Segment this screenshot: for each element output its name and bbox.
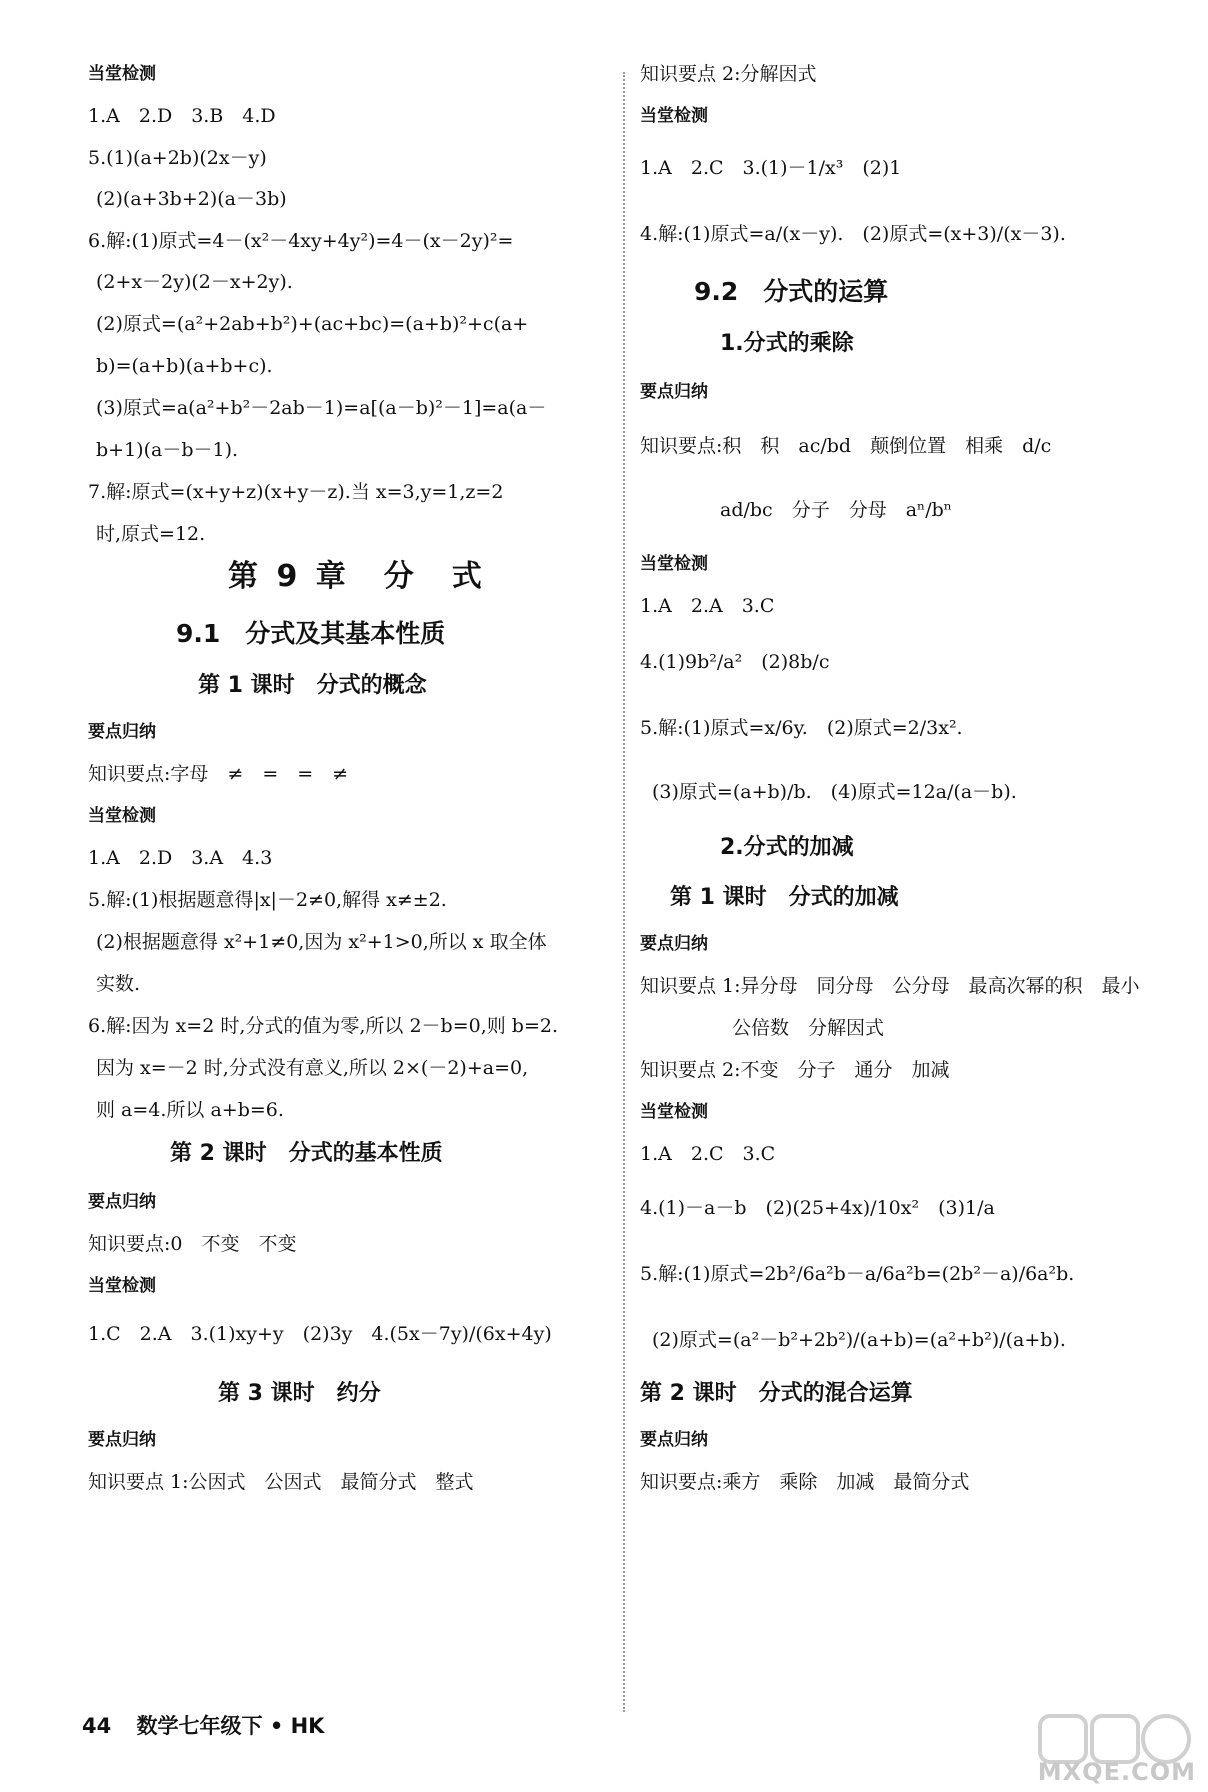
book-title: 数学七年级下 • HK — [136, 1714, 325, 1738]
answer-line: 6.解:因为 x=2 时,分式的值为零,所以 2－b=0,则 b=2. — [88, 1015, 559, 1037]
answer-line: b+1)(a－b－1). — [96, 439, 239, 461]
answer-line: 4.解:(1)原式=a/(x－y). (2)原式=(x+3)/(x－3). — [640, 223, 1066, 245]
watermark-site-text: MXQE.COM — [1037, 1758, 1196, 1786]
answer-line: 因为 x=－2 时,分式没有意义,所以 2×(－2)+a=0, — [96, 1057, 529, 1079]
answer-line: (2)原式=(a²－b²+2b²)/(a+b)=(a²+b²)/(a+b). — [652, 1329, 1066, 1351]
lesson-heading: 2.分式的加减 — [720, 835, 854, 860]
label-summary: 要点归纳 — [640, 382, 708, 402]
answer-line: b)=(a+b)(a+b+c). — [96, 355, 273, 377]
lesson-heading: 第 2 课时 分式的基本性质 — [170, 1141, 443, 1166]
label-practice: 当堂检测 — [88, 64, 156, 84]
answer-line: (3)原式=(a+b)/b. (4)原式=12a/(a－b). — [652, 781, 1017, 803]
lesson-heading: 第 1 课时 分式的加减 — [670, 885, 899, 910]
answer-line: 知识要点 2:不变 分子 通分 加减 — [640, 1059, 950, 1081]
label-summary: 要点归纳 — [640, 934, 708, 954]
answer-line: (2)(a+3b+2)(a－3b) — [96, 188, 287, 210]
answer-line: 6.解:(1)原式=4－(x²－4xy+4y²)=4－(x－2y)²= — [88, 230, 514, 252]
page-number: 44 — [82, 1714, 112, 1738]
answer-line: 1.A 2.C 3.(1)－1/x³ (2)1 — [640, 157, 902, 179]
answer-line: 知识要点 2:分解因式 — [640, 63, 817, 85]
answer-line: 5.解:(1)原式=2b²/6a²b－a/6a²b=(2b²－a)/6a²b. — [640, 1263, 1075, 1285]
column-divider — [623, 72, 625, 1712]
label-practice: 当堂检测 — [640, 106, 708, 126]
chapter-heading: 第 9 章 分 式 — [228, 559, 486, 594]
answer-line: 7.解:原式=(x+y+z)(x+y－z).当 x=3,y=1,z=2 — [88, 481, 504, 503]
label-summary: 要点归纳 — [88, 722, 156, 742]
answer-line: 知识要点 1:公因式 公因式 最简分式 整式 — [88, 1471, 474, 1493]
label-practice: 当堂检测 — [88, 1276, 156, 1296]
label-practice: 当堂检测 — [640, 554, 708, 574]
answer-line: 5.解:(1)原式=x/6y. (2)原式=2/3x². — [640, 717, 963, 739]
answer-line: 1.A 2.C 3.C — [640, 1143, 776, 1165]
label-summary: 要点归纳 — [88, 1192, 156, 1212]
answer-line: ad/bc 分子 分母 aⁿ/bⁿ — [720, 499, 953, 521]
answer-line: 知识要点:0 不变 不变 — [88, 1233, 297, 1255]
answer-line: 实数. — [96, 973, 141, 995]
answer-line: 知识要点:积 积 ac/bd 颠倒位置 相乘 d/c — [640, 435, 1052, 457]
site-watermark — [1020, 1710, 1200, 1788]
answer-line: 1.A 2.D 3.A 4.3 — [88, 847, 273, 869]
label-summary: 要点归纳 — [640, 1430, 708, 1450]
answer-line: 公倍数 分解因式 — [732, 1017, 885, 1039]
answer-line: 知识要点 1:异分母 同分母 公分母 最高次幂的积 最小 — [640, 975, 1140, 997]
answer-line: 1.A 2.D 3.B 4.D — [88, 105, 276, 127]
answer-line: (3)原式=a(a²+b²－2ab－1)=a[(a－b)²－1]=a(a－ — [96, 397, 547, 419]
section-heading: 9.2 分式的运算 — [694, 277, 889, 306]
lesson-heading: 第 3 课时 约分 — [218, 1381, 381, 1406]
section-heading: 9.1 分式及其基本性质 — [176, 619, 446, 648]
label-practice: 当堂检测 — [88, 806, 156, 826]
answer-line: (2)原式=(a²+2ab+b²)+(ac+bc)=(a+b)²+c(a+ — [96, 313, 529, 335]
label-summary: 要点归纳 — [88, 1430, 156, 1450]
answer-line: 1.C 2.A 3.(1)xy+y (2)3y 4.(5x－7y)/(6x+4y) — [88, 1323, 552, 1345]
answer-line: 5.解:(1)根据题意得|x|－2≠0,解得 x≠±2. — [88, 889, 447, 911]
answer-line: 5.(1)(a+2b)(2x－y) — [88, 147, 267, 169]
answer-line: 1.A 2.A 3.C — [640, 595, 775, 617]
page-footer — [82, 1710, 324, 1740]
lesson-heading: 第 2 课时 分式的混合运算 — [640, 1381, 913, 1406]
answer-line: 知识要点:字母 ≠ = = ≠ — [88, 763, 349, 785]
answer-line: 时,原式=12. — [96, 523, 206, 545]
answer-line: 4.(1)－a－b (2)(25+4x)/10x² (3)1/a — [640, 1197, 995, 1219]
label-practice: 当堂检测 — [640, 1102, 708, 1122]
answer-line: 则 a=4.所以 a+b=6. — [96, 1099, 284, 1121]
answer-line: (2)根据题意得 x²+1≠0,因为 x²+1>0,所以 x 取全体 — [96, 931, 547, 953]
lesson-heading: 第 1 课时 分式的概念 — [198, 673, 427, 698]
answer-line: (2+x－2y)(2－x+2y). — [96, 271, 293, 293]
answer-line: 知识要点:乘方 乘除 加减 最简分式 — [640, 1471, 970, 1493]
lesson-heading: 1.分式的乘除 — [720, 331, 854, 356]
answer-line: 4.(1)9b²/a² (2)8b/c — [640, 651, 830, 673]
